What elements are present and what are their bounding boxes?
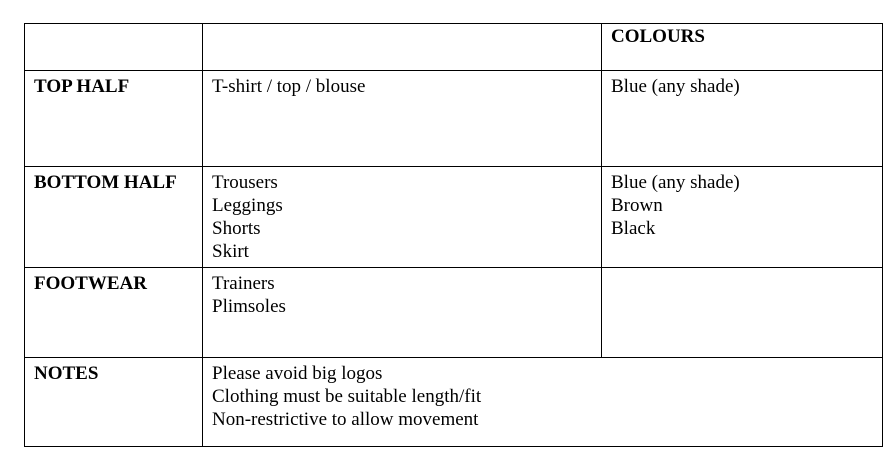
table-row-footwear	[25, 268, 883, 358]
colour-text: Blue (any shade)	[611, 172, 740, 193]
colours-heading: COLOURS	[611, 26, 705, 47]
header-row	[25, 24, 883, 71]
row-label: TOP HALF	[34, 76, 130, 97]
notes-cell	[203, 358, 883, 447]
note-text: Clothing must be suitable length/fit	[212, 386, 482, 407]
note-text: Please avoid big logos	[212, 363, 383, 384]
dress-code-table	[24, 23, 883, 447]
item-text: Leggings	[212, 195, 283, 216]
item-text: Plimsoles	[212, 296, 286, 317]
item-text: Shorts	[212, 218, 261, 239]
table-row-top-half	[25, 71, 883, 167]
colour-text: Brown	[611, 195, 663, 216]
row-colours-cell	[602, 268, 883, 358]
table-row-bottom-half	[25, 167, 883, 268]
colour-text: Blue (any shade)	[611, 76, 740, 97]
item-text: Skirt	[212, 241, 249, 262]
row-items-cell	[203, 268, 602, 358]
row-colours-cell	[602, 167, 883, 268]
item-text: Trousers	[212, 172, 278, 193]
header-cell-empty-2	[203, 24, 602, 71]
row-label: FOOTWEAR	[34, 273, 147, 294]
row-label-cell	[25, 167, 203, 268]
row-label-cell	[25, 358, 203, 447]
header-cell-colours	[602, 24, 883, 71]
row-label: NOTES	[34, 363, 99, 384]
row-colours-cell	[602, 71, 883, 167]
table-row-notes	[25, 358, 883, 447]
row-items-cell	[203, 167, 602, 268]
colour-text: Black	[611, 218, 656, 239]
row-label-cell	[25, 71, 203, 167]
note-text: Non-restrictive to allow movement	[212, 409, 479, 430]
row-label-cell	[25, 268, 203, 358]
header-cell-empty-1	[25, 24, 203, 71]
item-text: T-shirt / top / blouse	[212, 76, 366, 97]
row-label: BOTTOM HALF	[34, 172, 177, 193]
item-text: Trainers	[212, 273, 275, 294]
row-items-cell	[203, 71, 602, 167]
